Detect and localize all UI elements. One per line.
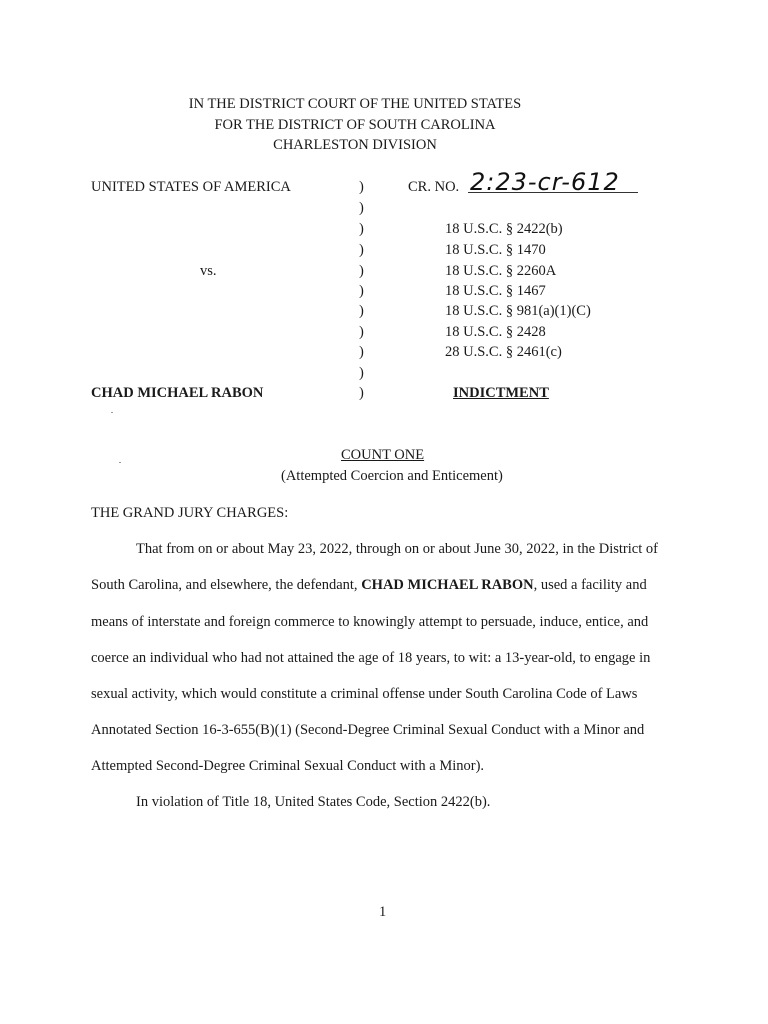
statute-citation: 18 U.S.C. § 2422(b)	[445, 221, 563, 237]
caption-paren: )	[359, 179, 364, 195]
scan-speck	[119, 462, 121, 463]
paragraph-text: , used a facility and	[533, 577, 647, 593]
statute-citation: 18 U.S.C. § 1470	[445, 242, 546, 258]
versus-label: vs.	[200, 263, 217, 279]
caption-paren: )	[359, 385, 364, 401]
case-number-underline	[468, 192, 638, 193]
count-subtitle: (Attempted Coercion and Enticement)	[281, 468, 503, 484]
caption-paren: )	[359, 344, 364, 360]
case-number-handwritten: 2:23-cr-612	[470, 168, 620, 196]
paragraph-line: Attempted Second-Degree Criminal Sexual Conduct with a Minor).	[91, 758, 485, 774]
paragraph-line: means of interstate and foreign commerce to knowingly attempt to persuade, induce, entice, and	[91, 614, 649, 630]
caption-paren: )	[359, 221, 364, 237]
defendant-name: CHAD MICHAEL RABON	[91, 385, 264, 401]
paragraph-line	[91, 576, 647, 594]
caption-paren: )	[359, 263, 364, 279]
document-title: INDICTMENT	[453, 385, 549, 401]
grand-jury-intro: THE GRAND JURY CHARGES:	[91, 505, 289, 521]
caption-paren: )	[359, 324, 364, 340]
statute-citation: 18 U.S.C. § 1467	[445, 283, 546, 299]
statute-citation: 18 U.S.C. § 2428	[445, 324, 546, 340]
defendant-name-inline: CHAD MICHAEL RABON	[361, 577, 534, 593]
page-number: 1	[379, 904, 387, 920]
caption-paren: )	[359, 242, 364, 258]
court-header-line-2: FOR THE DISTRICT OF SOUTH CAROLINA	[214, 117, 496, 133]
paragraph-text: South Carolina, and elsewhere, the defendant,	[91, 577, 362, 593]
paragraph-line: Annotated Section 16-3-655(B)(1) (Second-Degree Criminal Sexual Conduct with a Minor and	[91, 722, 645, 738]
caption-paren: )	[359, 200, 364, 216]
caption-paren: )	[359, 365, 364, 381]
plaintiff-name: UNITED STATES OF AMERICA	[91, 179, 291, 195]
court-header-line-3: CHARLESTON DIVISION	[273, 137, 437, 153]
statute-citation: 18 U.S.C. § 981(a)(1)(C)	[445, 303, 591, 319]
caption-paren: )	[359, 303, 364, 319]
caption-paren: )	[359, 283, 364, 299]
statute-citation: 18 U.S.C. § 2260A	[445, 263, 557, 279]
violation-statement: In violation of Title 18, United States Code, Section 2422(b).	[136, 794, 491, 810]
paragraph-line: coerce an individual who had not attained the age of 18 years, to wit: a 13-year-old, to engage in	[91, 650, 651, 666]
paragraph-line: That from on or about May 23, 2022, through on or about June 30, 2022, in the District of	[136, 541, 658, 557]
paragraph-line: sexual activity, which would constitute a criminal offense under South Carolina Code of Laws	[91, 686, 638, 702]
scan-speck	[111, 412, 113, 413]
case-number-label: CR. NO.	[408, 179, 460, 195]
count-title: COUNT ONE	[341, 447, 425, 463]
court-header-line-1: IN THE DISTRICT COURT OF THE UNITED STATES	[188, 96, 522, 112]
statute-citation: 28 U.S.C. § 2461(c)	[445, 344, 562, 360]
